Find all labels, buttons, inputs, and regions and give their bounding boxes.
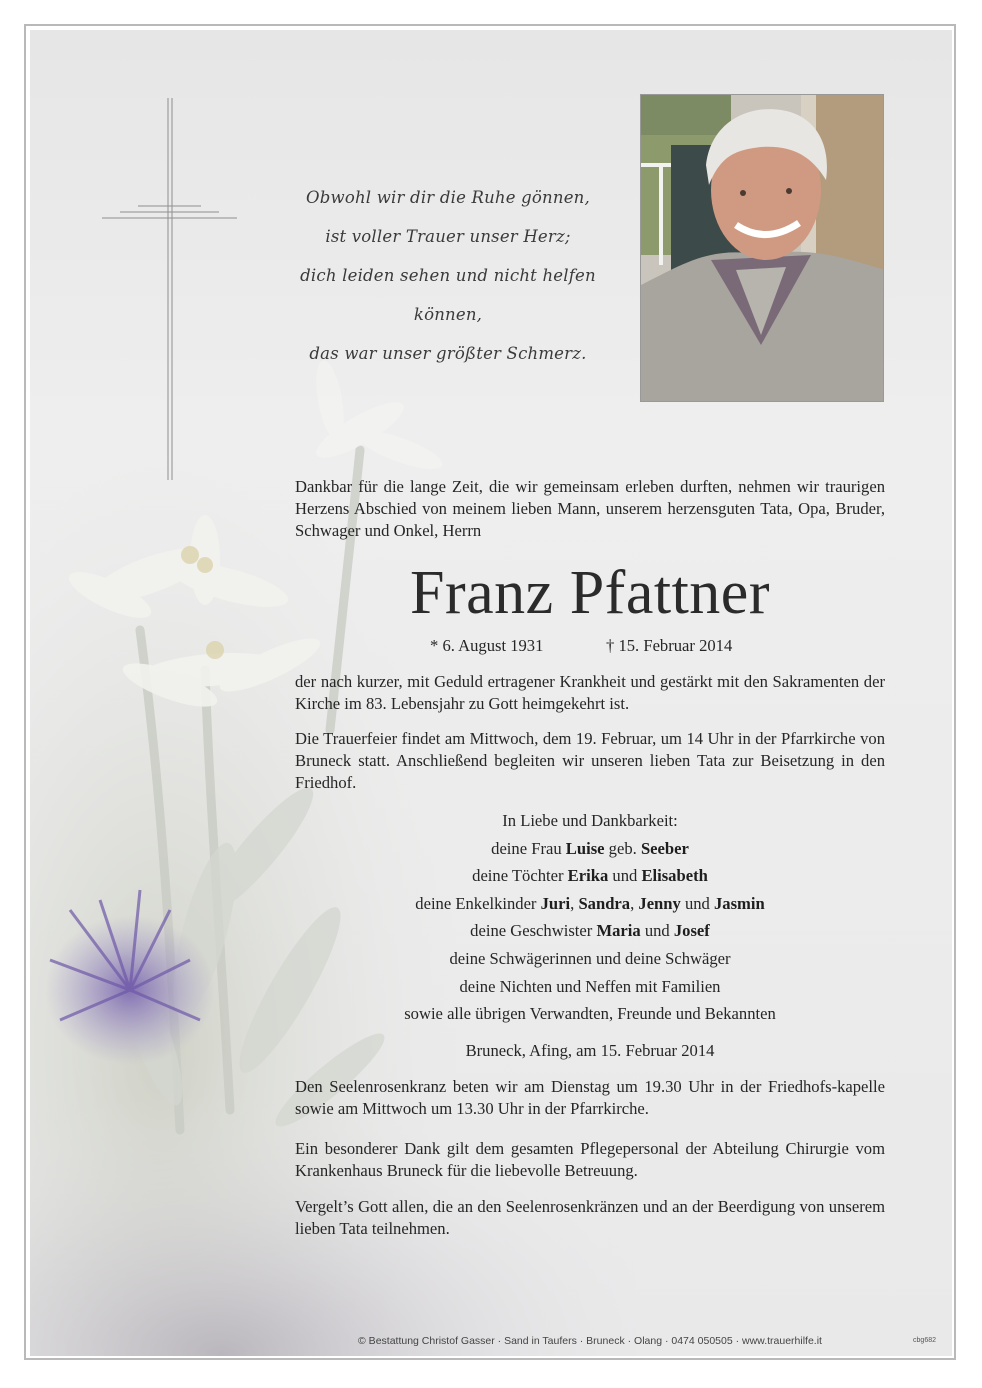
birth-date: * 6. August 1931 — [430, 636, 544, 655]
thanks-paragraph: Ein besonderer Dank gilt dem gesamten Pflegepersonal der Abteilung Chirurgie vom Krankenhaus Bruneck für die liebevolle Betreuung. — [295, 1139, 885, 1180]
family-line: deine Töchter Erika und Elisabeth — [472, 866, 708, 886]
deceased-name: Franz Pfattner — [410, 559, 770, 627]
family-line: deine Nichten und Neffen mit Familien — [459, 976, 721, 996]
closing-paragraph: Vergelt’s Gott allen, die an den Seelenrosenkränzen und an der Beerdigung von unserem lieben Tata teilnehmen. — [295, 1197, 885, 1238]
death-date: † 15. Februar 2014 — [606, 636, 733, 655]
intro-paragraph: Dankbar für die lange Zeit, die wir gemeinsam erleben durften, nehmen wir traurigen Herzens Abschied von meinem lieben Mann, unserem herzensguten Tata, Opa, Bruder, Schwager und Onkel, Herrn — [295, 477, 885, 540]
template-code: cbg682 — [913, 1337, 936, 1344]
poem-line: das war unser größter Schmerz. — [309, 344, 587, 363]
family-heading: In Liebe und Dankbarkeit: — [502, 811, 678, 830]
poem-line: ist voller Trauer unser Herz; — [325, 227, 571, 246]
poem-line: Obwohl wir dir die Ruhe gönnen, — [306, 188, 590, 207]
cross-icon — [102, 98, 242, 484]
portrait-photo — [640, 94, 884, 402]
place-date: Bruneck, Afing, am 15. Februar 2014 — [465, 1040, 715, 1060]
poem-line: dich leiden sehen und nicht helfen können, — [300, 266, 596, 324]
family-line: deine Geschwister Maria und Josef — [470, 921, 710, 941]
family-line: sowie alle übrigen Verwandten, Freunde und Bekannten — [404, 1004, 776, 1024]
family-line: deine Frau Luise geb. Seeber — [491, 838, 689, 858]
rosary-paragraph: Den Seelenrosenkranz beten wir am Dienstag um 19.30 Uhr in der Friedhofs-kapelle sowie am Mittwoch um 13.30 Uhr in der Pfarrkirche. — [295, 1077, 885, 1118]
family-line: deine Schwägerinnen und deine Schwäger — [449, 948, 731, 968]
family-list — [295, 807, 885, 1064]
funeral-paragraph: Die Trauerfeier findet am Mittwoch, dem 19. Februar, um 14 Uhr in der Pfarrkirche von Bruneck statt. Anschließend begleiten wir unseren lieben Tata zur Beisetzung in den Friedhof. — [295, 729, 885, 792]
memorial-poem — [268, 178, 628, 373]
death-paragraph: der nach kurzer, mit Geduld ertragener Krankheit und gestärkt mit den Sakramenten der Kirche im 83. Lebensjahr zu Gott heimgekehrt ist. — [295, 672, 885, 713]
footer-credit: © Bestattung Christof Gasser · Sand in Taufers · Bruneck · Olang · 0474 050505 · www.trauerhilfe.it — [358, 1335, 822, 1347]
family-line: deine Enkelkinder Juri, Sandra, Jenny und Jasmin — [415, 893, 765, 913]
obituary-card — [30, 30, 952, 1356]
